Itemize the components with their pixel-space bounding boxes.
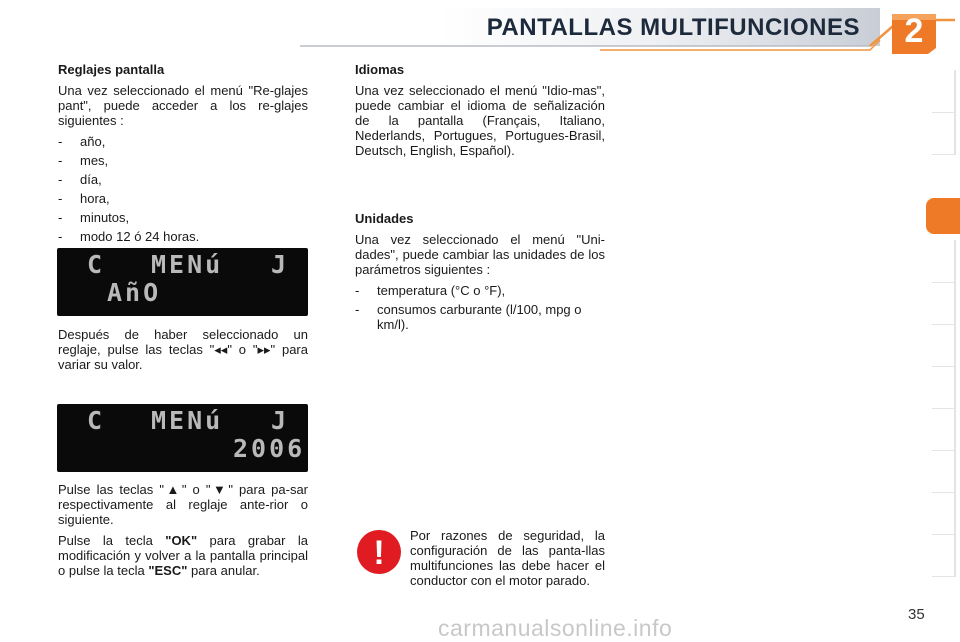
list-item: - consumos carburante (l/100, mpg o km/l). [355,302,605,332]
ok-key-label: "OK" [165,533,198,548]
lcd-menu-right: J [271,250,290,279]
chapter-tab[interactable] [932,534,956,577]
watermark: carmanualsonline.info [438,615,673,641]
chapter-tab[interactable] [932,112,956,155]
chapter-tab[interactable] [932,240,956,283]
chapter-tabs [926,70,960,570]
chapter-tab[interactable] [932,492,956,535]
unidades-list [355,283,605,332]
list-item: - minutos, [58,210,308,225]
chapter-tab[interactable] [932,282,956,325]
list-item: - hora, [58,191,308,206]
after-display1-text: Después de haber seleccionado un reglaje, pulse las teclas "◂◂" o "▸▸" para variar su valor. [58,327,308,372]
right-column-idiomas [355,62,605,164]
reglajes-intro: Una vez seleccionado el menú "Re-glajes pant", puede acceder a los re-glajes siguientes : [58,83,308,128]
reglajes-list [58,134,308,244]
unidades-text: Una vez seleccionado el menú "Uni-dades", puede cambiar las unidades de los parámetros siguientes : [355,232,605,277]
warning-icon: ! [357,530,401,574]
page-number: 35 [908,606,925,623]
chapter-tab-active[interactable] [926,198,960,234]
chapter-tab[interactable] [932,450,956,493]
list-item: - temperatura (°C o °F), [355,283,605,298]
idiomas-text: Una vez seleccionado el menú "Idio-mas", puede cambiar el idioma de señalización de la pantalla (Français, Italiano, Nederlands, Portugues, Portugues-Brasil, Deutsch, English, Español). [355,83,605,158]
list-item: - año, [58,134,308,149]
chapter-tab[interactable] [932,324,956,367]
chapter-tab[interactable] [932,408,956,451]
after-display2-text [58,482,308,584]
chapter-tab[interactable] [932,70,956,113]
list-item: - modo 12 ó 24 horas. [58,229,308,244]
ok-esc-instructions: Pulse la tecla "OK" para grabar la modificación y volver a la pantalla principal o pulse la tecla "ESC" para anular. [58,533,308,578]
lcd-menu-title: MENú [151,250,224,279]
page-title: PANTALLAS MULTIFUNCIONES [486,14,860,41]
section-heading-idiomas: Idiomas [355,62,405,77]
warning-text: Por razones de seguridad, la configuración de las panta-llas multifunciones las debe hacer el conductor con el motor parado. [410,528,605,588]
lcd-value: AñO [107,278,162,307]
lcd-menu-right: J [271,406,290,435]
list-item: - mes, [58,153,308,168]
chapter-badge [888,10,940,54]
section-heading-unidades: Unidades [355,211,414,226]
lcd-menu-left: C [87,406,106,435]
section-heading-reglajes: Reglajes pantalla [58,62,165,77]
chapter-tab[interactable] [932,366,956,409]
lcd-display-year [57,248,308,316]
lcd-menu-left: C [87,250,106,279]
esc-key-label: "ESC" [148,563,188,578]
keys-instructions: Pulse las teclas "▲" o "▼" para pa-sar respectivamente al reglaje ante-rior o siguiente. [58,482,308,527]
left-column [58,62,308,250]
page-header [0,0,960,60]
lcd-menu-title: MENú [151,406,224,435]
chapter-number: 2 [904,12,924,50]
lcd-value: 2006 [233,434,306,463]
list-item: - día, [58,172,308,187]
right-column-unidades [355,211,605,338]
lcd-display-2006 [57,404,308,472]
